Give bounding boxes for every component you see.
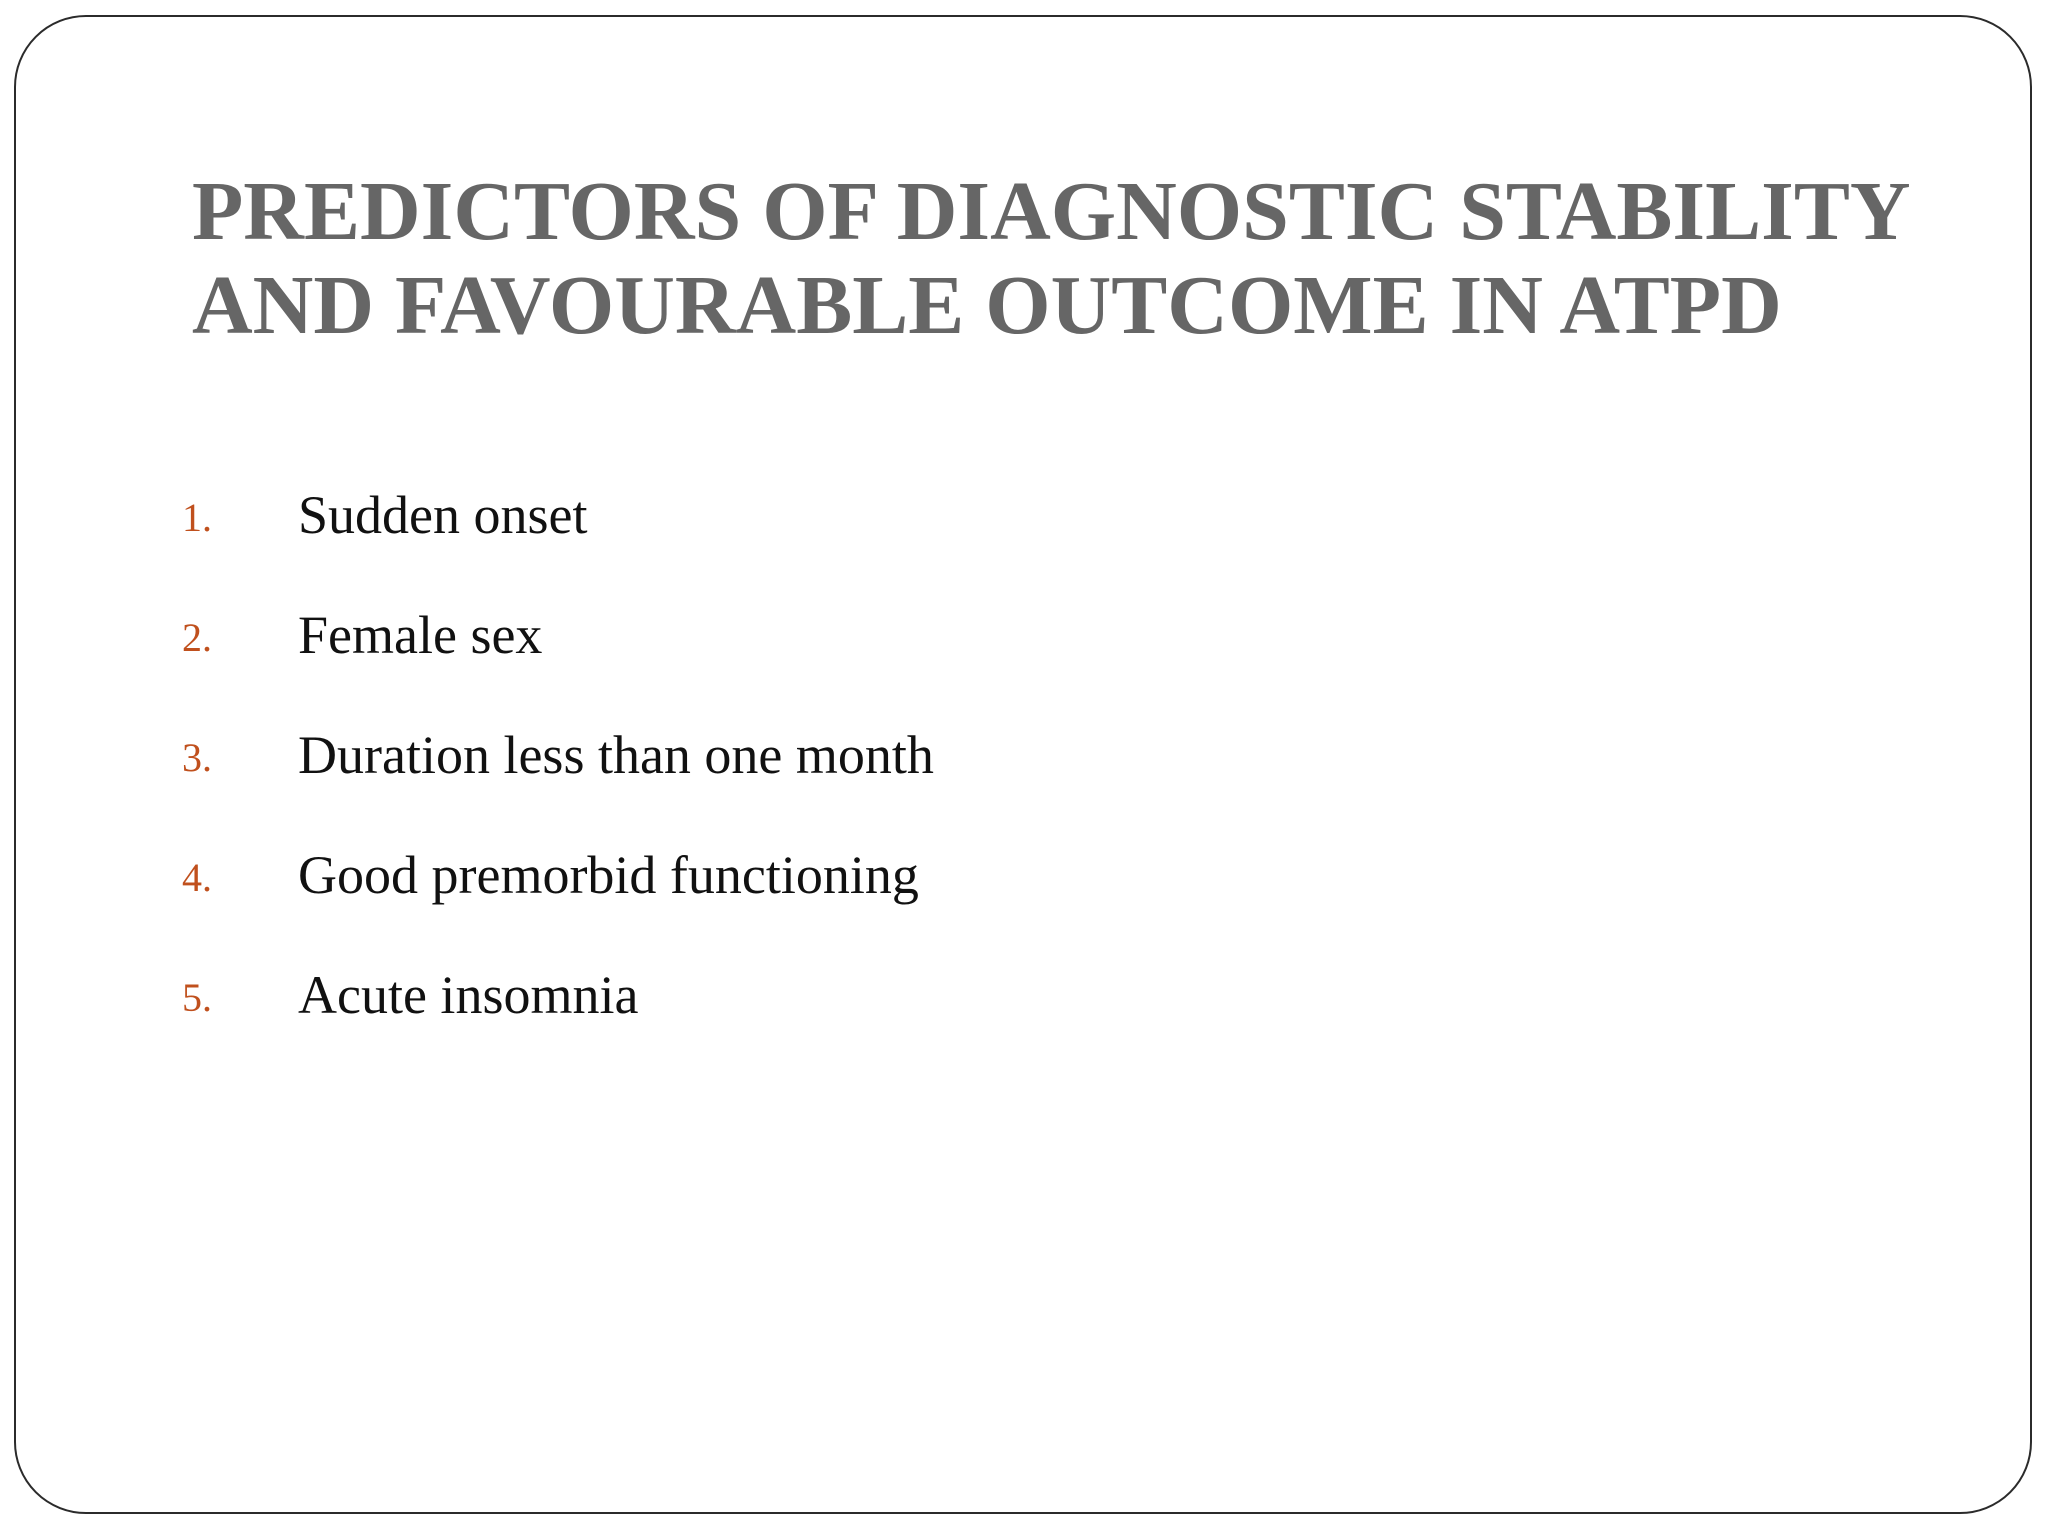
list-item-text: Female sex <box>298 605 543 665</box>
list-item-text: Acute insomnia <box>298 965 639 1025</box>
slide-title-line-2: AND FAVOURABLE OUTCOME IN ATPD <box>192 259 1782 352</box>
list-item <box>16 955 2030 1075</box>
list-item-text: Duration less than one month <box>298 725 934 785</box>
list-item <box>16 835 2030 955</box>
list-item-number: 5. <box>182 975 212 1020</box>
list-item-number: 3. <box>182 735 212 780</box>
slide-title <box>192 165 1992 353</box>
list-item-number: 4. <box>182 855 212 900</box>
list-item-text: Sudden onset <box>298 485 588 545</box>
list-item <box>16 715 2030 835</box>
slide-frame <box>14 15 2032 1514</box>
list-item <box>16 475 2030 595</box>
list-item-number: 1. <box>182 495 212 540</box>
predictor-list <box>16 475 2030 1075</box>
list-item <box>16 595 2030 715</box>
list-item-number: 2. <box>182 615 212 660</box>
list-item-text: Good premorbid functioning <box>298 845 919 905</box>
slide-title-line-1: PREDICTORS OF DIAGNOSTIC STABILITY <box>192 165 1911 258</box>
